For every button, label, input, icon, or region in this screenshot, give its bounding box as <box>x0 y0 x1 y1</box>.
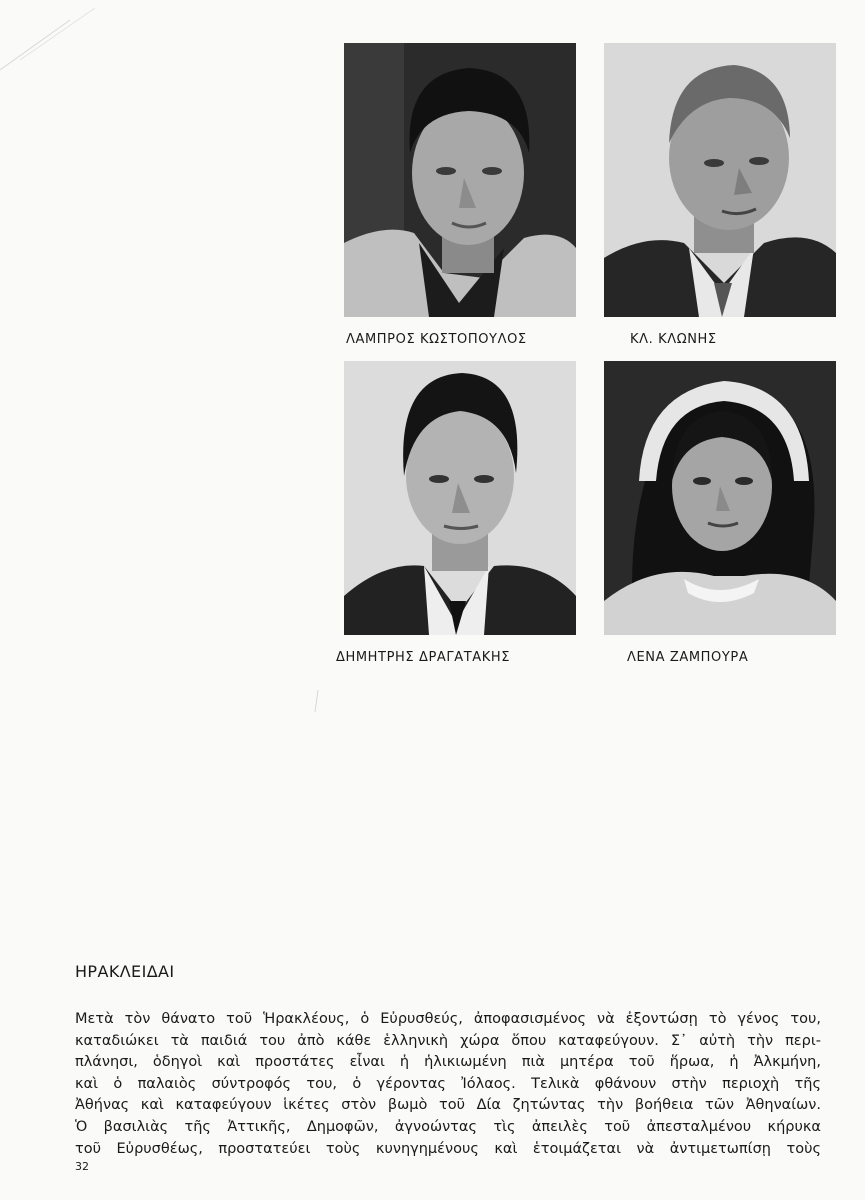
article-line: τοῦ Εὐρυσθέως, προστατεύει τοὺς κυνηγημένους καὶ ἑτοιμάζεται νὰ ἀντιμετωπίσῃ τοὺς <box>75 1140 821 1157</box>
portrait-photo-4 <box>604 361 836 635</box>
portrait-photo-2 <box>604 43 836 317</box>
page-number: 32 <box>75 1160 89 1173</box>
article-line: πλάνησι, ὁδηγοὶ καὶ προστάτες εἶναι ἡ ἡλικιωμένη πιὰ μητέρα τοῦ ἥρωα, ἡ Ἀλκμήνη, <box>75 1054 821 1071</box>
article-body <box>75 1009 821 1160</box>
article-line: Ἀθήνας καὶ καταφεύγουν ἱκέτες στὸν βωμὸ τοῦ Δία ζητώντας τὴν βοήθεια τῶν Ἀθηναίων. <box>75 1097 821 1114</box>
portrait-photo-3 <box>344 361 576 635</box>
article-line: Ὁ βασιλιὰς τῆς Ἀττικῆς, Δημοφῶν, ἀγνοώντας τὶς ἀπειλὲς τοῦ ἀπεσταλμένου κήρυκα <box>75 1118 821 1135</box>
article-line: καταδιώκει τὰ παιδιά του ἀπὸ κάθε ἑλληνικὴ χώρα ὅπου καταφεύγουν. Σ᾽ αὐτὴ τὴν περι- <box>75 1032 821 1049</box>
portrait-caption-2: ΚΛ. ΚΛΩΝΗΣ <box>630 332 717 347</box>
article-line: καὶ ὁ παλαιὸς σύντροφός του, ὁ γέροντας Ἰόλαος. Τελικὰ φθάνουν στὴν περιοχὴ τῆς <box>75 1075 821 1092</box>
portrait-caption-3: ΔΗΜΗΤΡΗΣ ΔΡΑΓΑΤΑΚΗΣ <box>336 650 511 665</box>
portrait-caption-4: ΛΕΝΑ ΖΑΜΠΟΥΡΑ <box>627 650 749 665</box>
portrait-caption-1: ΛΑΜΠΡΟΣ ΚΩΣΤΟΠΟΥΛΟΣ <box>346 332 527 347</box>
article-title: ΗΡΑΚΛΕΙΔΑΙ <box>75 962 175 981</box>
portrait-photo-1 <box>344 43 576 317</box>
article-line: Μετὰ τὸν θάνατο τοῦ Ἡρακλέους, ὁ Εὐρυσθεύς, ἀποφασισμένος νὰ ἐξοντώσῃ τὸ γένος του, <box>75 1011 821 1027</box>
